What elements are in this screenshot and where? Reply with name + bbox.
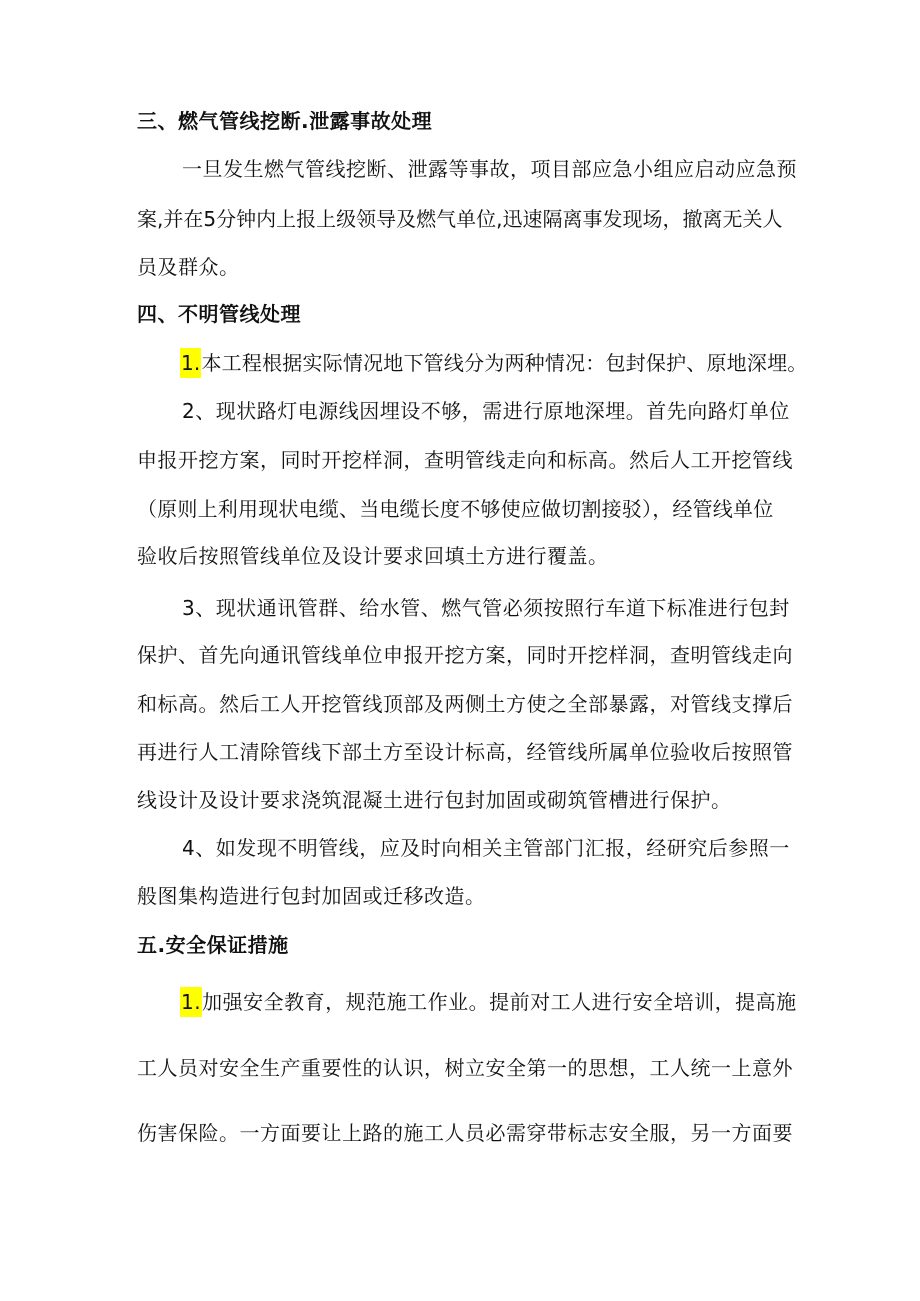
section-4-item-3-line-1: 3、现状通讯管群、给水管、燃气管必须按照行车道下标准进行包封 — [182, 596, 790, 620]
section-4-item-4-line-2: 般图集构造进行包封加固或迁移改造。 — [137, 884, 486, 908]
section-5-item-1-line-3: 伤害保险。一方面要让上路的施工人员必需穿带标志安全服，另一方面要 — [137, 1121, 793, 1145]
highlight-marker: 1. — [180, 348, 201, 378]
section-4-item-2-line-3: （原则上利用现状电缆、当电缆长度不够使应做切割接驳），经管线单位 — [137, 497, 774, 521]
section-5-item-1-line-1 — [180, 987, 797, 1017]
section-4-item-3-line-3: 和标高。然后工人开挖管线顶部及两侧土方使之全部暴露，对管线支撑后 — [137, 692, 793, 716]
section-3-heading: 三、燃气管线挖断.泄露事故处理 — [137, 109, 433, 133]
section-5-item-1-line-2: 工人员对安全生产重要性的认识，树立安全第一的思想，工人统一上意外 — [137, 1056, 793, 1080]
section-4-item-1-text: 本工程根据实际情况地下管线分为两种情况：包封保护、原地深埋。 — [201, 351, 808, 375]
section-4-item-3-line-5: 线设计及设计要求浇筑混凝土进行包封加固或砌筑管槽进行保护。 — [137, 788, 732, 812]
section-3-para-1-line-1: 一旦发生燃气管线挖断、泄露等事故，项目部应急小组应启动应急预 — [182, 157, 797, 181]
section-4-item-3-line-2: 保护、首先向通讯管线单位申报开挖方案，同时开挖样洞，查明管线走向 — [137, 643, 793, 667]
section-4-heading: 四、不明管线处理 — [137, 302, 301, 326]
section-4-item-4-line-1: 4、如发现不明管线，应及时向相关主管部门汇报，经研究后参照一 — [182, 836, 790, 860]
section-3-para-1-line-3: 员及群众。 — [137, 255, 240, 279]
section-5-heading: 五.安全保证措施 — [137, 933, 289, 957]
highlight-marker: 1. — [180, 987, 202, 1017]
section-4-item-2-line-2: 申报开挖方案，同时开挖样洞，查明管线走向和标高。然后人工开挖管线 — [137, 448, 793, 472]
section-4-item-3-line-4: 再进行人工清除管线下部土方至设计标高，经管线所属单位验收后按照管 — [137, 740, 793, 764]
section-4-item-2-line-4: 验收后按照管线单位及设计要求回填土方进行覆盖。 — [137, 544, 609, 568]
section-4-item-1 — [180, 348, 807, 378]
section-5-item-1-line-1-text: 加强安全教育，规范施工作业。提前对工人进行安全培训，提高施 — [202, 990, 797, 1014]
section-3-para-1-line-2: 案,并在5分钟内上报上级领导及燃气单位,迅速隔离事发现场，撤离无关人 — [137, 207, 783, 231]
section-4-item-2-line-1: 2、现状路灯电源线因埋设不够，需进行原地深埋。首先向路灯单位 — [182, 399, 790, 423]
